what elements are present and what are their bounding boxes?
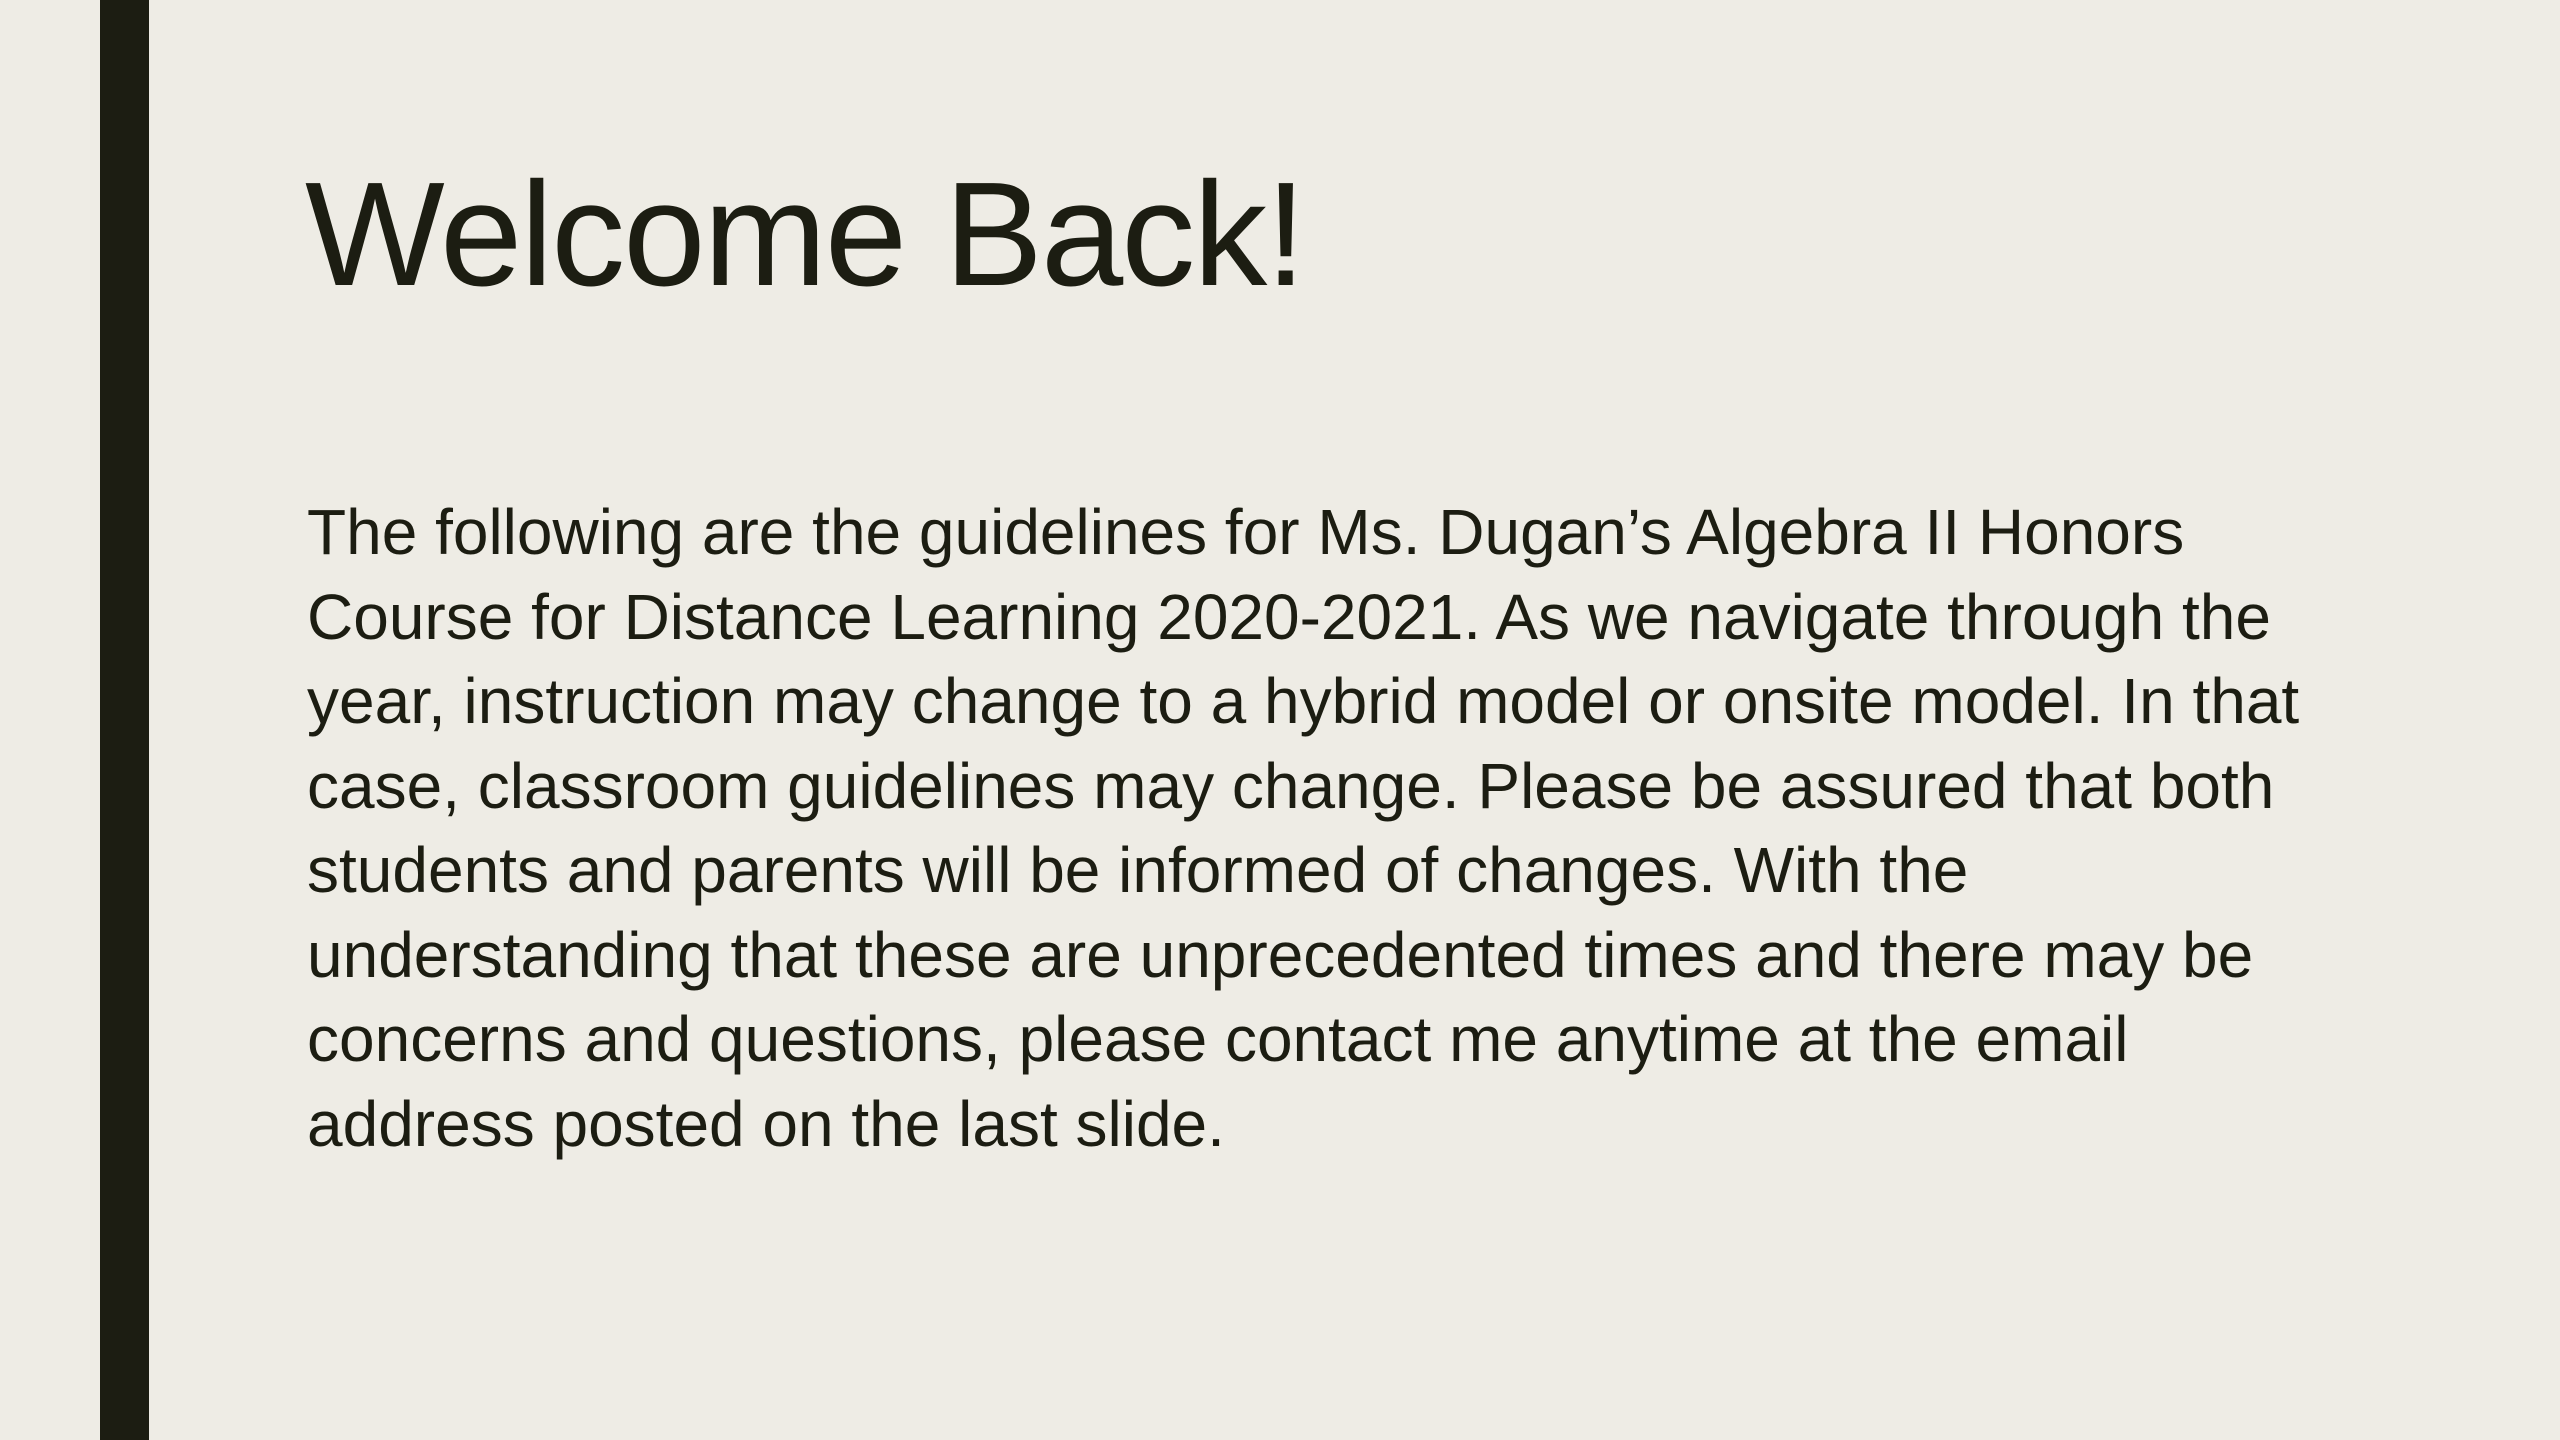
slide-title: Welcome Back! bbox=[305, 152, 1305, 317]
accent-bar bbox=[100, 0, 149, 1440]
slide-body-text: The following are the guidelines for Ms. Dugan’s Algebra II Honors Course for Distance Learning 2020-2021. As we navigate through the year, instruction may change to a hybrid model or onsite model. In that case, classroom guidelines may change. Please be assured that both students and parents will be informed of changes. With the understanding that these are unprecedented times and there may be concerns and questions, please contact me anytime at the email address posted on the last slide. bbox=[307, 496, 2300, 1160]
